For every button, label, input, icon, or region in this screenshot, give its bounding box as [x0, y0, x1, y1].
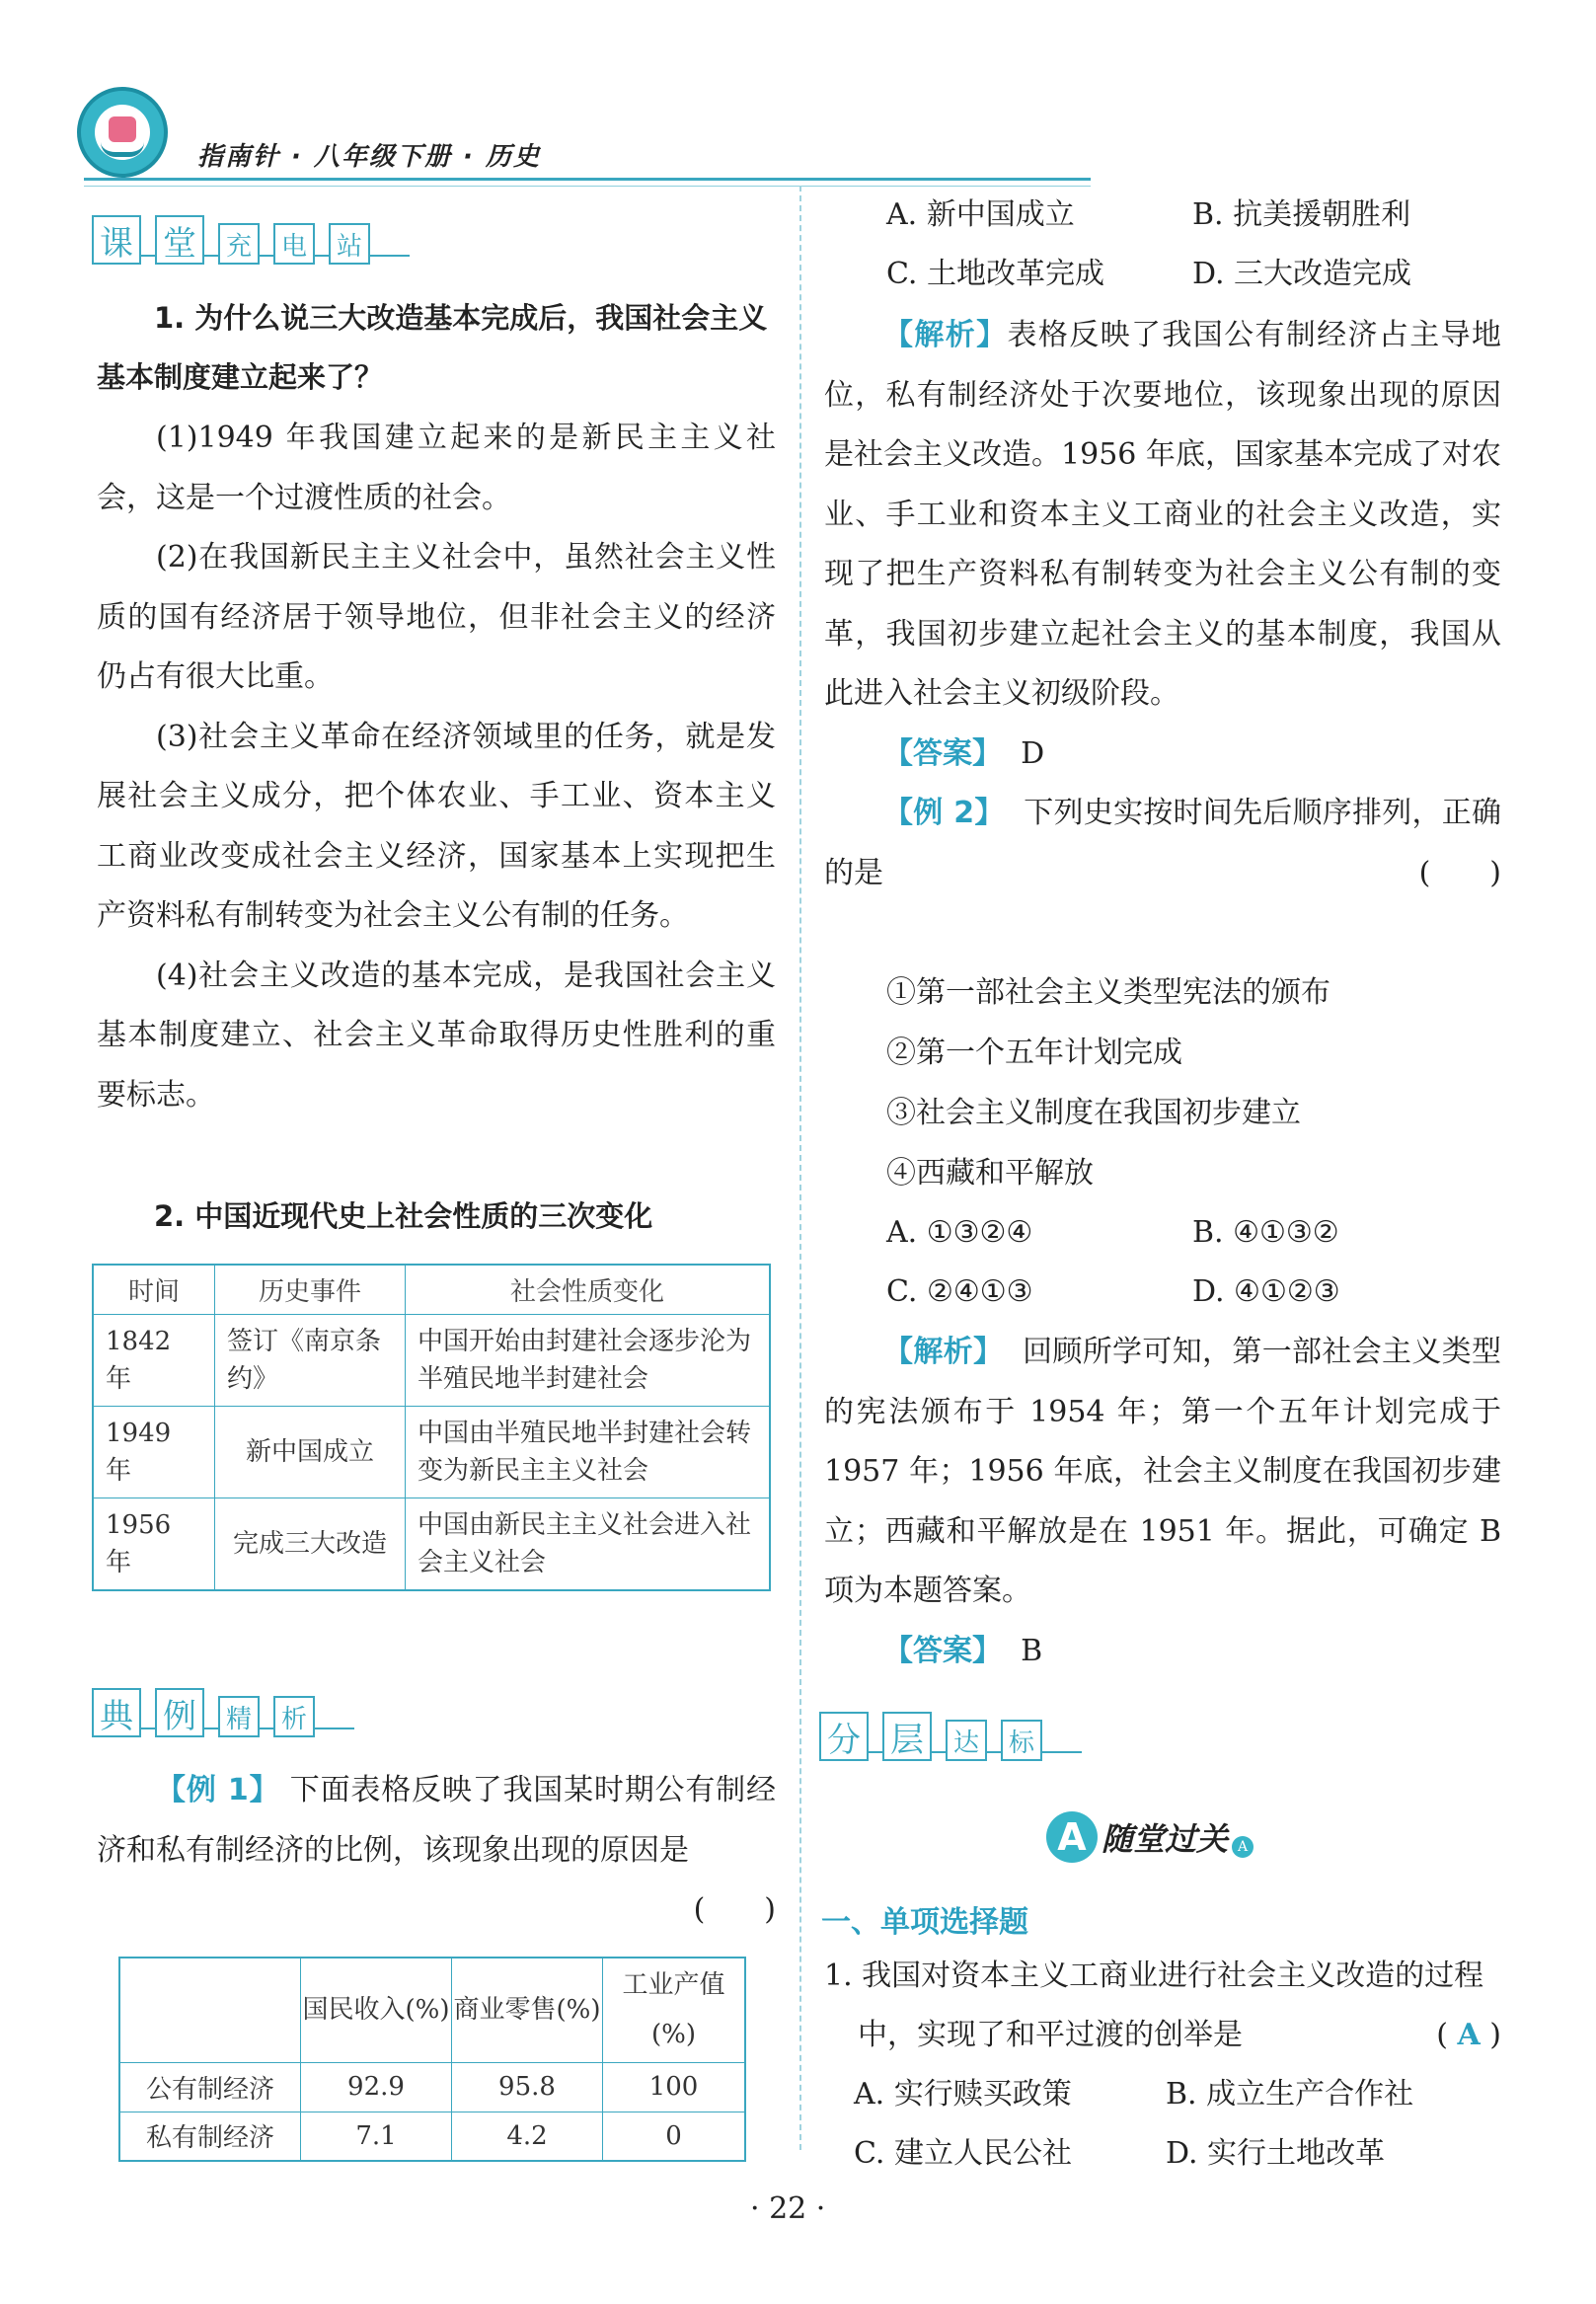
answer-paragraph: (1)1949 年我国建立起来的是新民主主义社会，这是一个过渡性质的社会。 — [97, 421, 776, 515]
question-2-title: 2. 中国近现代史上社会性质的三次变化 — [154, 1199, 653, 1233]
option: C. 建立人民公社 — [854, 2136, 1072, 2171]
table-row — [93, 1498, 770, 1591]
section-banner-fenceng — [819, 1712, 1082, 1761]
table-row — [93, 1407, 770, 1498]
answer-blank: ( ) — [693, 1892, 776, 1927]
table-header: 时间 — [93, 1265, 215, 1315]
column-divider — [799, 186, 801, 2150]
list-item: ③社会主义制度在我国初步建立 — [886, 1096, 1301, 1130]
banner-char: 达 — [946, 1720, 987, 1761]
header-divider — [84, 178, 1091, 181]
table-cell: 完成三大改造 — [215, 1498, 406, 1591]
option: A. 新中国成立 — [886, 197, 1075, 232]
publisher-logo-icon — [77, 87, 168, 178]
banner-char: 标 — [1001, 1720, 1042, 1761]
banner-char: 充 — [218, 223, 260, 265]
subsection-heading: 一、单项选择题 — [821, 1905, 1028, 1940]
option: B. 抗美援朝胜利 — [1192, 197, 1411, 232]
table-header: 商业零售(%) — [452, 1958, 603, 2062]
analysis-tag: 【解析】 — [883, 1335, 1004, 1369]
option: A. 实行赎买政策 — [854, 2077, 1072, 2112]
table-cell: 1956 年 — [93, 1498, 215, 1591]
answer-blank: ( ) — [1418, 855, 1501, 890]
header-title: 指南针 · 八年级下册 · 历史 — [197, 142, 541, 172]
table-header — [119, 1958, 301, 2062]
option: D. ④①②③ — [1192, 1274, 1340, 1309]
badge-title: 随堂过关 — [1102, 1820, 1229, 1858]
table-cell: 7.1 — [301, 2112, 452, 2161]
option: D. 实行土地改革 — [1166, 2136, 1386, 2171]
table-cell: 0 — [603, 2112, 746, 2161]
banner-char: 层 — [882, 1712, 932, 1761]
banner-char: 析 — [273, 1696, 315, 1737]
list-item: ①第一部社会主义类型宪法的颁布 — [886, 975, 1330, 1010]
banner-char: 堂 — [155, 215, 204, 265]
answer-paragraph: (4)社会主义改造的基本完成，是我国社会主义基本制度建立、社会主义革命取得历史性胜利的重要标志。 — [97, 958, 776, 1113]
question-1-title: 1. 为什么说三大改造基本完成后，我国社会主义基本制度建立起来了？ — [97, 301, 768, 394]
social-nature-table — [92, 1264, 771, 1591]
practice-badge — [1046, 1811, 1254, 1863]
table-cell: 中国由新民主主义社会进入社会主义社会 — [406, 1498, 771, 1591]
banner-char: 课 — [92, 215, 141, 265]
banner-char: 精 — [218, 1696, 260, 1737]
banner-char: 典 — [92, 1688, 141, 1737]
badge-small-icon: A — [1232, 1836, 1254, 1858]
table-cell: 中国由半殖民地半封建社会转变为新民主主义社会 — [406, 1407, 771, 1498]
example-2-analysis — [824, 1323, 1501, 1681]
page-number: · 22 · — [750, 2191, 826, 2226]
question-text: 1. 我国对资本主义工商业进行社会主义改造的过程中，实现了和平过渡的创举是 — [824, 1958, 1484, 2052]
table-cell: 签订《南京条约》 — [215, 1315, 406, 1407]
table-cell: 4.2 — [452, 2112, 603, 2161]
table-row — [119, 2112, 745, 2161]
option: B. ④①③② — [1192, 1215, 1339, 1250]
option: D. 三大改造完成 — [1192, 257, 1412, 291]
option: C. 土地改革完成 — [886, 257, 1104, 291]
example-2-text: 下列史实按时间先后顺序排列，正确的是 — [824, 796, 1502, 890]
example-2-tag: 【例 2】 — [883, 796, 1005, 830]
answer-value: B — [1021, 1633, 1043, 1668]
example-1-tag: 【例 1】 — [156, 1773, 280, 1807]
question-answer: A — [1457, 2018, 1481, 2052]
table-cell: 1949 年 — [93, 1407, 215, 1498]
analysis-tag: 【解析】 — [883, 318, 1008, 352]
table-row — [93, 1315, 770, 1407]
table-cell: 私有制经济 — [119, 2112, 301, 2161]
answer-paragraph: (3)社会主义革命在经济领域里的任务，就是发展社会主义成分，把个体农业、手工业、资本主义工商业改变成社会主义经济，国家基本上实现把生产资料私有制转变为社会主义公有制的任务。 — [97, 719, 776, 933]
example-1-text: 下面表格反映了我国某时期公有制经济和私有制经济的比例，该现象出现的原因是 — [97, 1773, 776, 1868]
analysis-text: 回顾所学可知，第一部社会主义类型的宪法颁布于 1954 年；第一个五年计划完成于 1957 年；1956 年底，社会主义制度在我国初步建立；西藏和平解放是在 1951 年。据此，可确定 B 项为本题答案。 — [824, 1335, 1502, 1608]
example-1-analysis — [824, 306, 1501, 903]
badge-letter-icon: A — [1046, 1811, 1098, 1863]
answer-paragraph: (2)在我国新民主主义社会中，虽然社会主义性质的国有经济居于领导地位，但非社会主义的经济仍占有很大比重。 — [97, 540, 776, 694]
table-cell: 新中国成立 — [215, 1407, 406, 1498]
table-cell: 公有制经济 — [119, 2062, 301, 2112]
table-header: 历史事件 — [215, 1265, 406, 1315]
example-2-items — [886, 962, 1498, 1322]
option: A. ①③②④ — [886, 1215, 1033, 1250]
question-1-answer — [97, 409, 776, 1125]
answer-tag: 【答案】 — [883, 1633, 1002, 1668]
analysis-text: 表格反映了我国公有制经济占主导地位，私有制经济处于次要地位，该现象出现的原因是社会主义改造。1956 年底，国家基本完成了对农业、手工业和资本主义工商业的社会主义改造，实现了把生产资料私有制转变为社会主义公有制的变革，我国初步建立起社会主义的基本制度，我国从此进入社会主义初级阶段。 — [824, 318, 1502, 711]
table-cell: 100 — [603, 2062, 746, 2112]
banner-char: 分 — [819, 1712, 869, 1761]
section-banner-ketang — [92, 215, 410, 265]
table-header-row — [119, 1958, 745, 2062]
table-header: 社会性质变化 — [406, 1265, 771, 1315]
answer-tag: 【答案】 — [883, 735, 1002, 771]
table-cell: 1842 年 — [93, 1315, 215, 1407]
list-item: ②第一个五年计划完成 — [886, 1036, 1182, 1070]
answer-value: D — [1021, 735, 1045, 771]
table-cell: 中国开始由封建社会逐步沦为半殖民地半封建社会 — [406, 1315, 771, 1407]
practice-question-1: 1. 我国对资本主义工商业进行社会主义改造的过程中，实现了和平过渡的创举是 ( A ) A. 实行赎买政策 B. 成立生产合作社 C. 建立人民公社 D. 实行土地改革 — [824, 1947, 1501, 2184]
option: B. 成立生产合作社 — [1166, 2077, 1414, 2112]
economy-ratio-table — [118, 1957, 746, 2162]
table-cell: 92.9 — [301, 2062, 452, 2112]
table-header: 国民收入(%) — [301, 1958, 452, 2062]
banner-char: 站 — [329, 223, 370, 265]
section-banner-dianli — [92, 1688, 354, 1737]
table-cell: 95.8 — [452, 2062, 603, 2112]
banner-char: 电 — [273, 223, 315, 265]
option: C. ②④①③ — [886, 1274, 1033, 1309]
table-header: 工业产值(%) — [603, 1958, 746, 2062]
list-item: ④西藏和平解放 — [886, 1156, 1094, 1190]
example-1-options — [886, 186, 1498, 304]
table-row — [119, 2062, 745, 2112]
banner-char: 例 — [155, 1688, 204, 1737]
example-1-stem — [97, 1761, 776, 1941]
table-header-row — [93, 1265, 770, 1315]
